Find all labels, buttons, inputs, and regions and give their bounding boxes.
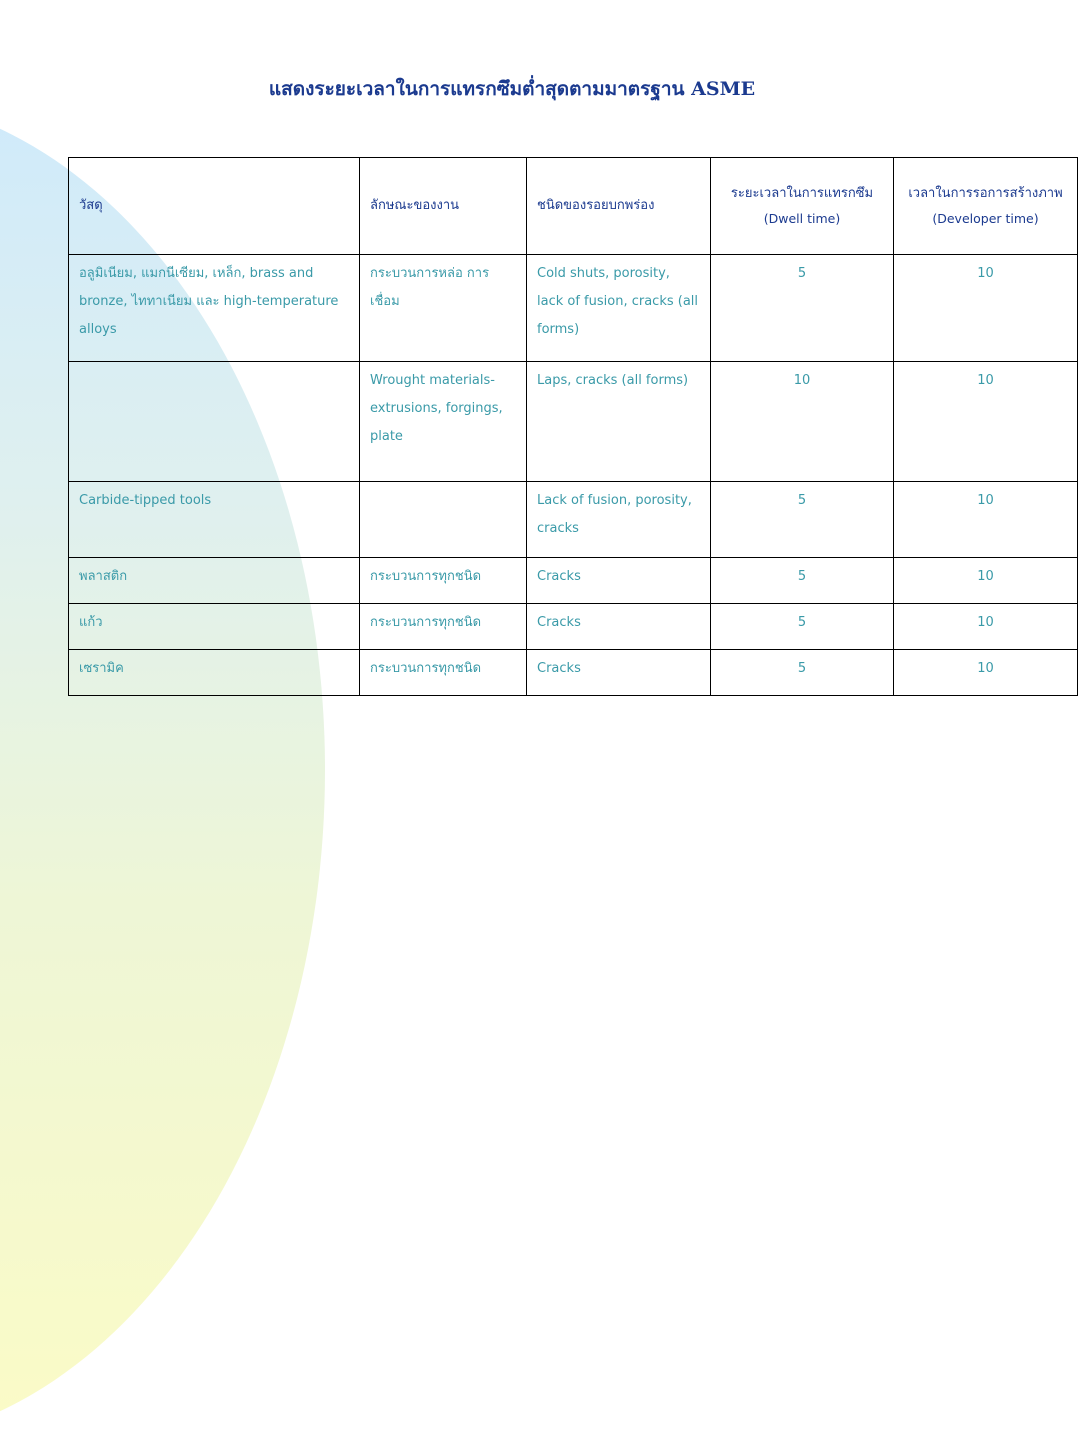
cell-material: อลูมิเนียม, แมกนีเซียม, เหล็ก, brass and bronze, ไททาเนียม และ high-temperature alloys xyxy=(69,255,360,362)
cell-dwell-time: 5 xyxy=(711,558,894,604)
cell-dwell-time: 10 xyxy=(711,362,894,482)
cell-defect-type: Cracks xyxy=(527,650,711,696)
header-developer-time-label: เวลาในการรอการสร้างภาพ xyxy=(908,186,1063,201)
table-header-row xyxy=(69,158,1078,255)
cell-material: เซรามิค xyxy=(69,650,360,696)
table-row xyxy=(69,604,1078,650)
cell-material xyxy=(69,362,360,482)
cell-material: แก้ว xyxy=(69,604,360,650)
header-dwell-time-label: ระยะเวลาในการแทรกซึม xyxy=(730,186,874,201)
table-row xyxy=(69,558,1078,604)
cell-work-type xyxy=(360,482,527,558)
cell-dwell-time: 5 xyxy=(711,650,894,696)
cell-material: พลาสติก xyxy=(69,558,360,604)
cell-developer-time: 10 xyxy=(894,482,1078,558)
cell-defect-type: Lack of fusion, porosity, cracks xyxy=(527,482,711,558)
cell-developer-time: 10 xyxy=(894,255,1078,362)
asme-dwell-time-table xyxy=(68,157,1078,696)
cell-developer-time: 10 xyxy=(894,604,1078,650)
cell-developer-time: 10 xyxy=(894,650,1078,696)
header-developer-time-sub: (Developer time) xyxy=(932,211,1039,226)
cell-developer-time: 10 xyxy=(894,362,1078,482)
cell-material: Carbide-tipped tools xyxy=(69,482,360,558)
cell-work-type: กระบวนการหล่อ การเชื่อม xyxy=(360,255,527,362)
cell-defect-type: Cold shuts, porosity, lack of fusion, cracks (all forms) xyxy=(527,255,711,362)
header-dwell-time xyxy=(711,158,894,255)
cell-defect-type: Cracks xyxy=(527,558,711,604)
cell-defect-type: Cracks xyxy=(527,604,711,650)
cell-work-type: กระบวนการทุกชนิด xyxy=(360,650,527,696)
cell-work-type: กระบวนการทุกชนิด xyxy=(360,604,527,650)
table-row xyxy=(69,255,1078,362)
header-dwell-time-sub: (Dwell time) xyxy=(763,211,841,226)
table-row xyxy=(69,362,1078,482)
cell-defect-type: Laps, cracks (all forms) xyxy=(527,362,711,482)
cell-work-type: กระบวนการทุกชนิด xyxy=(360,558,527,604)
header-material: วัสดุ xyxy=(69,158,360,255)
cell-developer-time: 10 xyxy=(894,558,1078,604)
cell-dwell-time: 5 xyxy=(711,255,894,362)
cell-work-type: Wrought materials-extrusions, forgings, plate xyxy=(360,362,527,482)
cell-dwell-time: 5 xyxy=(711,482,894,558)
header-work-type: ลักษณะของงาน xyxy=(360,158,527,255)
slide-title: แสดงระยะเวลาในการแทรกซึมต่ำสุดตามมาตรฐาน ASME xyxy=(268,78,756,100)
table-row xyxy=(69,650,1078,696)
cell-dwell-time: 5 xyxy=(711,604,894,650)
header-developer-time xyxy=(894,158,1078,255)
header-defect-type: ชนิดของรอยบกพร่อง xyxy=(527,158,711,255)
table-row xyxy=(69,482,1078,558)
